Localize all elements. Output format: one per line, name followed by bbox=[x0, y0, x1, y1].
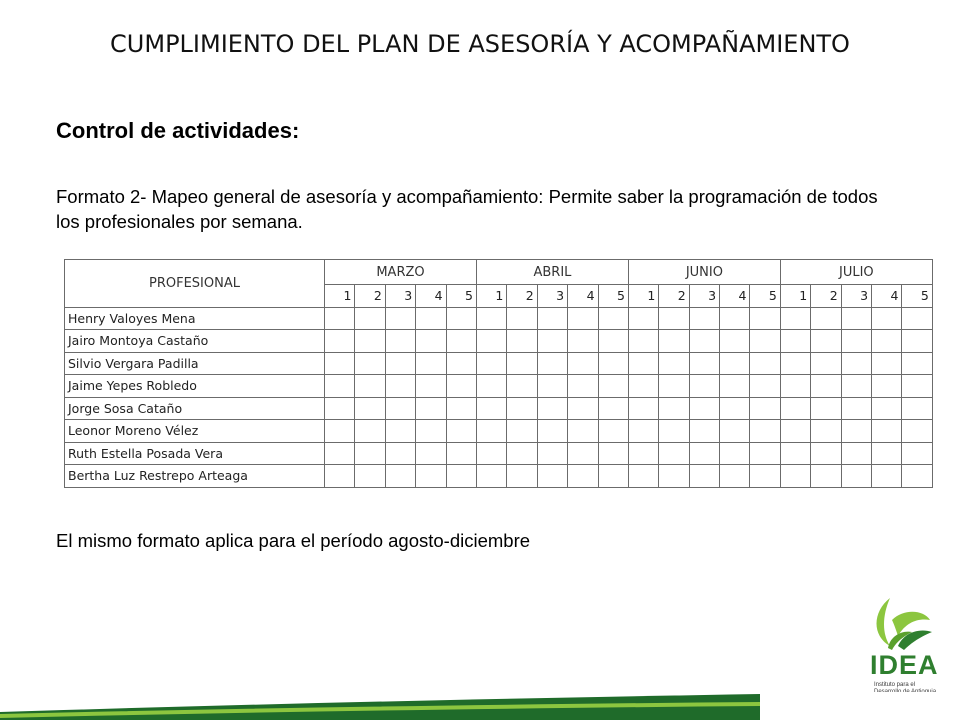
schedule-cell[interactable] bbox=[841, 397, 871, 420]
schedule-cell[interactable] bbox=[355, 307, 385, 330]
schedule-cell[interactable] bbox=[507, 420, 537, 443]
schedule-cell[interactable] bbox=[537, 330, 567, 353]
professional-name: Ruth Estella Posada Vera bbox=[65, 442, 325, 465]
schedule-cell[interactable] bbox=[841, 352, 871, 375]
schedule-cell[interactable] bbox=[476, 352, 506, 375]
schedule-cell[interactable] bbox=[598, 330, 628, 353]
week-header: 4 bbox=[568, 285, 598, 308]
schedule-cell[interactable] bbox=[811, 352, 841, 375]
schedule-cell[interactable] bbox=[689, 307, 719, 330]
schedule-cell[interactable] bbox=[780, 397, 810, 420]
schedule-cell[interactable] bbox=[841, 442, 871, 465]
schedule-cell[interactable] bbox=[659, 465, 689, 488]
schedule-cell[interactable] bbox=[355, 397, 385, 420]
idea-logo-tagline: Instituto para el bbox=[874, 682, 916, 688]
schedule-cell[interactable] bbox=[355, 420, 385, 443]
schedule-cell[interactable] bbox=[872, 352, 902, 375]
month-header: ABRIL bbox=[476, 260, 628, 285]
schedule-cell[interactable] bbox=[355, 330, 385, 353]
schedule-cell[interactable] bbox=[872, 397, 902, 420]
schedule-cell[interactable] bbox=[507, 465, 537, 488]
schedule-cell[interactable] bbox=[598, 397, 628, 420]
table-row bbox=[65, 397, 933, 420]
schedule-cell[interactable] bbox=[598, 465, 628, 488]
schedule-cell[interactable] bbox=[476, 465, 506, 488]
schedule-cell[interactable] bbox=[507, 442, 537, 465]
week-header: 5 bbox=[598, 285, 628, 308]
table-row bbox=[65, 442, 933, 465]
month-header: MARZO bbox=[325, 260, 477, 285]
idea-logo-text: IDEA bbox=[870, 650, 939, 680]
schedule-cell[interactable] bbox=[598, 352, 628, 375]
schedule-cell[interactable] bbox=[872, 465, 902, 488]
schedule-cell[interactable] bbox=[385, 352, 415, 375]
table-row bbox=[65, 420, 933, 443]
schedule-cell[interactable] bbox=[780, 307, 810, 330]
schedule-cell[interactable] bbox=[689, 420, 719, 443]
schedule-cell[interactable] bbox=[537, 465, 567, 488]
schedule-cell[interactable] bbox=[568, 442, 598, 465]
week-header: 1 bbox=[628, 285, 658, 308]
schedule-cell[interactable] bbox=[355, 375, 385, 398]
schedule-cell[interactable] bbox=[598, 307, 628, 330]
schedule-cell[interactable] bbox=[628, 442, 658, 465]
schedule-cell[interactable] bbox=[780, 375, 810, 398]
schedule-cell[interactable] bbox=[902, 330, 932, 353]
professional-name: Jaime Yepes Robledo bbox=[65, 375, 325, 398]
schedule-cell[interactable] bbox=[385, 375, 415, 398]
schedule-cell[interactable] bbox=[720, 330, 750, 353]
schedule-cell[interactable] bbox=[568, 397, 598, 420]
footer-green-bar bbox=[0, 692, 960, 720]
schedule-cell[interactable] bbox=[446, 307, 476, 330]
section-subtitle: Control de actividades: bbox=[56, 118, 300, 143]
schedule-cell[interactable] bbox=[476, 420, 506, 443]
schedule-cell[interactable] bbox=[355, 442, 385, 465]
schedule-cell[interactable] bbox=[689, 465, 719, 488]
schedule-cell[interactable] bbox=[659, 420, 689, 443]
schedule-cell[interactable] bbox=[476, 330, 506, 353]
professional-name: Leonor Moreno Vélez bbox=[65, 420, 325, 443]
schedule-cell[interactable] bbox=[537, 442, 567, 465]
schedule-cell[interactable] bbox=[872, 420, 902, 443]
schedule-cell[interactable] bbox=[841, 307, 871, 330]
schedule-cell[interactable] bbox=[811, 442, 841, 465]
schedule-cell[interactable] bbox=[689, 352, 719, 375]
schedule-cell[interactable] bbox=[507, 352, 537, 375]
schedule-cell[interactable] bbox=[537, 307, 567, 330]
week-header: 5 bbox=[446, 285, 476, 308]
schedule-cell[interactable] bbox=[750, 352, 780, 375]
schedule-cell[interactable] bbox=[750, 420, 780, 443]
schedule-cell[interactable] bbox=[628, 307, 658, 330]
schedule-cell[interactable] bbox=[750, 307, 780, 330]
schedule-cell[interactable] bbox=[720, 442, 750, 465]
professional-name: Jairo Montoya Castaño bbox=[65, 330, 325, 353]
schedule-cell[interactable] bbox=[416, 465, 446, 488]
schedule-cell[interactable] bbox=[476, 442, 506, 465]
schedule-cell[interactable] bbox=[598, 442, 628, 465]
schedule-cell[interactable] bbox=[537, 352, 567, 375]
week-header: 4 bbox=[416, 285, 446, 308]
week-header: 1 bbox=[325, 285, 355, 308]
schedule-cell[interactable] bbox=[446, 465, 476, 488]
schedule-cell[interactable] bbox=[902, 420, 932, 443]
schedule-cell[interactable] bbox=[689, 397, 719, 420]
schedule-cell[interactable] bbox=[628, 375, 658, 398]
schedule-cell[interactable] bbox=[628, 420, 658, 443]
schedule-cell[interactable] bbox=[659, 352, 689, 375]
period-note: El mismo formato aplica para el período agosto-diciembre bbox=[56, 530, 531, 551]
schedule-cell[interactable] bbox=[659, 397, 689, 420]
schedule-cell[interactable] bbox=[385, 330, 415, 353]
schedule-cell[interactable] bbox=[902, 352, 932, 375]
schedule-cell[interactable] bbox=[325, 465, 355, 488]
schedule-cell[interactable] bbox=[720, 375, 750, 398]
schedule-cell[interactable] bbox=[537, 420, 567, 443]
schedule-cell[interactable] bbox=[446, 420, 476, 443]
schedule-cell[interactable] bbox=[689, 442, 719, 465]
schedule-cell[interactable] bbox=[325, 442, 355, 465]
schedule-cell[interactable] bbox=[325, 330, 355, 353]
schedule-cell[interactable] bbox=[628, 352, 658, 375]
schedule-cell[interactable] bbox=[902, 465, 932, 488]
schedule-cell[interactable] bbox=[841, 465, 871, 488]
schedule-cell[interactable] bbox=[385, 442, 415, 465]
schedule-cell[interactable] bbox=[720, 352, 750, 375]
schedule-cell[interactable] bbox=[598, 420, 628, 443]
schedule-cell[interactable] bbox=[780, 330, 810, 353]
schedule-cell[interactable] bbox=[568, 307, 598, 330]
schedule-cell[interactable] bbox=[325, 375, 355, 398]
schedule-cell[interactable] bbox=[446, 352, 476, 375]
format-description: Formato 2- Mapeo general de asesoría y acompañamiento: Permite saber la programación de todos los profesionales por semana. bbox=[56, 186, 878, 232]
schedule-cell[interactable] bbox=[507, 397, 537, 420]
schedule-cell[interactable] bbox=[659, 330, 689, 353]
professional-header: PROFESIONAL bbox=[65, 260, 325, 308]
schedule-cell[interactable] bbox=[568, 330, 598, 353]
schedule-cell[interactable] bbox=[811, 397, 841, 420]
week-header: 1 bbox=[780, 285, 810, 308]
month-header: JULIO bbox=[780, 260, 932, 285]
week-header: 4 bbox=[872, 285, 902, 308]
table-row bbox=[65, 375, 933, 398]
schedule-cell[interactable] bbox=[659, 442, 689, 465]
schedule-cell[interactable] bbox=[446, 397, 476, 420]
schedule-cell[interactable] bbox=[750, 442, 780, 465]
schedule-cell[interactable] bbox=[416, 420, 446, 443]
schedule-cell[interactable] bbox=[872, 442, 902, 465]
schedule-cell[interactable] bbox=[720, 465, 750, 488]
schedule-cell[interactable] bbox=[355, 465, 385, 488]
schedule-cell[interactable] bbox=[476, 375, 506, 398]
schedule-cell[interactable] bbox=[811, 307, 841, 330]
schedule-cell[interactable] bbox=[325, 420, 355, 443]
schedule-cell[interactable] bbox=[720, 420, 750, 443]
schedule-cell[interactable] bbox=[537, 397, 567, 420]
schedule-cell[interactable] bbox=[568, 352, 598, 375]
professional-name: Silvio Vergara Padilla bbox=[65, 352, 325, 375]
schedule-cell[interactable] bbox=[568, 375, 598, 398]
schedule-cell[interactable] bbox=[385, 465, 415, 488]
table-row bbox=[65, 352, 933, 375]
schedule-cell[interactable] bbox=[385, 397, 415, 420]
schedule-cell[interactable] bbox=[689, 375, 719, 398]
schedule-cell[interactable] bbox=[628, 330, 658, 353]
schedule-cell[interactable] bbox=[811, 375, 841, 398]
week-header: 2 bbox=[355, 285, 385, 308]
schedule-cell[interactable] bbox=[416, 352, 446, 375]
schedule-cell[interactable] bbox=[902, 307, 932, 330]
schedule-cell[interactable] bbox=[568, 420, 598, 443]
schedule-cell[interactable] bbox=[416, 375, 446, 398]
schedule-cell[interactable] bbox=[872, 375, 902, 398]
week-header: 3 bbox=[537, 285, 567, 308]
schedule-cell[interactable] bbox=[811, 420, 841, 443]
schedule-cell[interactable] bbox=[416, 397, 446, 420]
table-row bbox=[65, 307, 933, 330]
schedule-cell[interactable] bbox=[720, 307, 750, 330]
schedule-cell[interactable] bbox=[385, 420, 415, 443]
schedule-cell[interactable] bbox=[355, 352, 385, 375]
schedule-cell[interactable] bbox=[811, 465, 841, 488]
schedule-cell[interactable] bbox=[628, 397, 658, 420]
week-header: 3 bbox=[385, 285, 415, 308]
professional-name: Bertha Luz Restrepo Arteaga bbox=[65, 465, 325, 488]
week-header: 5 bbox=[902, 285, 932, 308]
week-header: 3 bbox=[689, 285, 719, 308]
schedule-cell[interactable] bbox=[416, 307, 446, 330]
schedule-cell[interactable] bbox=[568, 465, 598, 488]
schedule-cell[interactable] bbox=[416, 330, 446, 353]
schedule-cell[interactable] bbox=[537, 375, 567, 398]
schedule-cell[interactable] bbox=[902, 442, 932, 465]
schedule-cell[interactable] bbox=[750, 465, 780, 488]
schedule-cell[interactable] bbox=[385, 307, 415, 330]
schedule-cell[interactable] bbox=[507, 330, 537, 353]
schedule-cell[interactable] bbox=[659, 375, 689, 398]
schedule-cell[interactable] bbox=[598, 375, 628, 398]
schedule-cell[interactable] bbox=[780, 465, 810, 488]
schedule-cell[interactable] bbox=[872, 330, 902, 353]
schedule-cell[interactable] bbox=[325, 352, 355, 375]
schedule-cell[interactable] bbox=[750, 330, 780, 353]
week-header: 2 bbox=[507, 285, 537, 308]
professional-name: Henry Valoyes Mena bbox=[65, 307, 325, 330]
week-header: 5 bbox=[750, 285, 780, 308]
schedule-table bbox=[64, 259, 933, 488]
schedule-cell[interactable] bbox=[507, 375, 537, 398]
schedule-cell[interactable] bbox=[780, 442, 810, 465]
professional-name: Jorge Sosa Cataño bbox=[65, 397, 325, 420]
schedule-cell[interactable] bbox=[476, 307, 506, 330]
schedule-cell[interactable] bbox=[446, 330, 476, 353]
schedule-cell[interactable] bbox=[780, 420, 810, 443]
schedule-cell[interactable] bbox=[476, 397, 506, 420]
schedule-cell[interactable] bbox=[628, 465, 658, 488]
schedule-cell[interactable] bbox=[325, 397, 355, 420]
schedule-cell[interactable] bbox=[780, 352, 810, 375]
schedule-cell[interactable] bbox=[811, 330, 841, 353]
schedule-cell[interactable] bbox=[689, 330, 719, 353]
week-header: 2 bbox=[811, 285, 841, 308]
schedule-cell[interactable] bbox=[841, 375, 871, 398]
month-header: JUNIO bbox=[628, 260, 780, 285]
slide-title: CUMPLIMIENTO DEL PLAN DE ASESORÍA Y ACOMPAÑAMIENTO bbox=[110, 30, 850, 58]
schedule-cell[interactable] bbox=[416, 442, 446, 465]
schedule-cell[interactable] bbox=[841, 330, 871, 353]
week-header: 4 bbox=[720, 285, 750, 308]
week-header: 2 bbox=[659, 285, 689, 308]
table-row bbox=[65, 465, 933, 488]
schedule-cell[interactable] bbox=[902, 375, 932, 398]
schedule-cell[interactable] bbox=[841, 420, 871, 443]
week-header: 3 bbox=[841, 285, 871, 308]
schedule-cell[interactable] bbox=[720, 397, 750, 420]
schedule-cell[interactable] bbox=[446, 442, 476, 465]
week-header: 1 bbox=[476, 285, 506, 308]
schedule-cell[interactable] bbox=[446, 375, 476, 398]
schedule-cell[interactable] bbox=[325, 307, 355, 330]
table-row bbox=[65, 330, 933, 353]
schedule-cell[interactable] bbox=[750, 397, 780, 420]
schedule-cell[interactable] bbox=[872, 307, 902, 330]
schedule-cell[interactable] bbox=[750, 375, 780, 398]
schedule-cell[interactable] bbox=[659, 307, 689, 330]
schedule-cell[interactable] bbox=[902, 397, 932, 420]
schedule-cell[interactable] bbox=[507, 307, 537, 330]
